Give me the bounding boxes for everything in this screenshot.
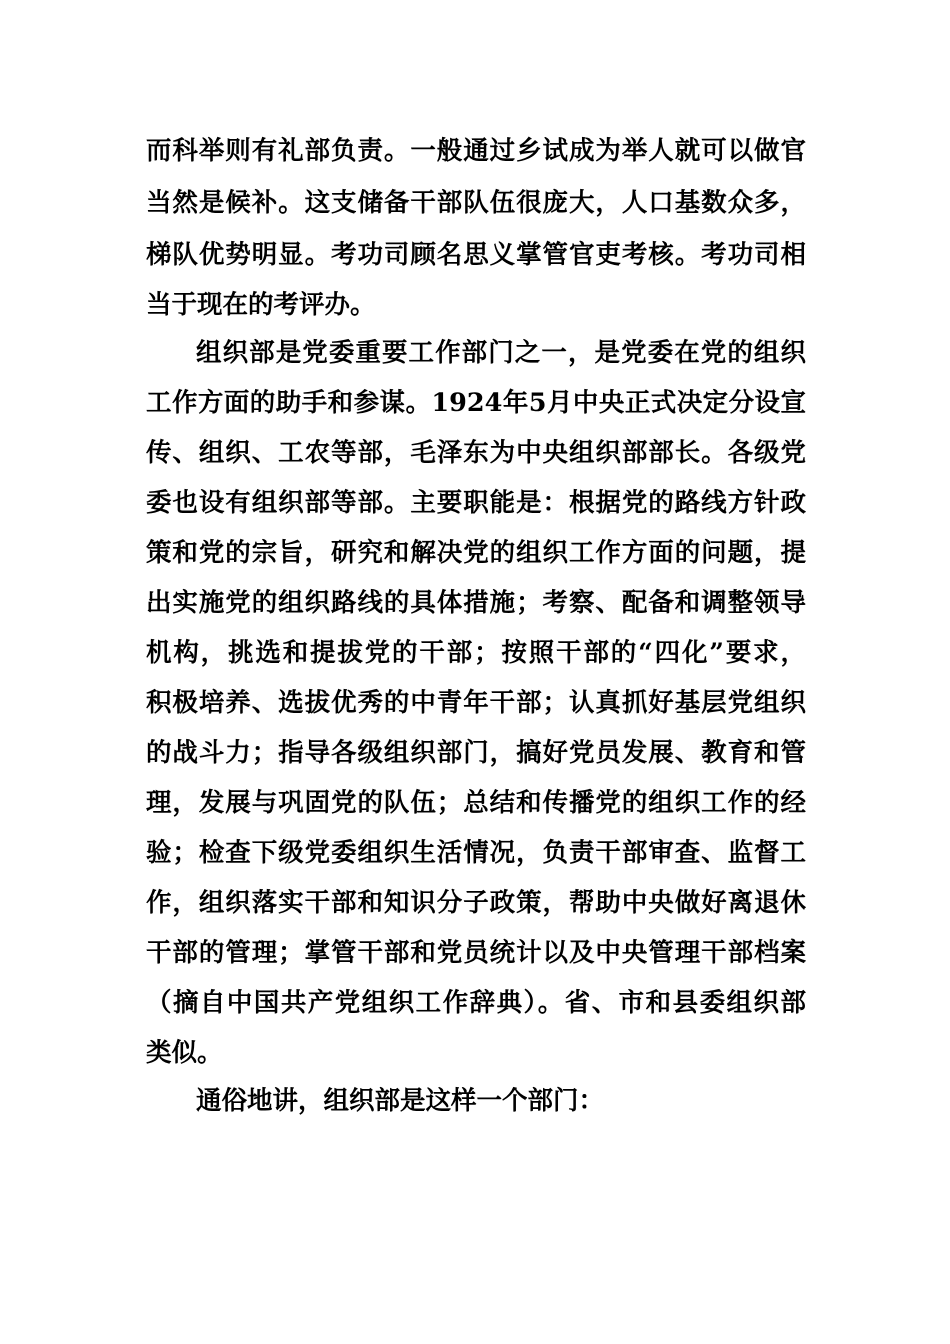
text-line: 而科举则有礼部负责。一般通过乡试成为举人就可以做官	[146, 136, 806, 166]
text-line: 当于现在的考评办。	[146, 290, 376, 320]
text-line: 理，发展与巩固党的队伍；总结和传播党的组织工作的经	[146, 788, 806, 818]
text-line: 传、组织、工农等部，毛泽东为中央组织部部长。各级党	[146, 438, 806, 468]
text-line: 类似。	[146, 1038, 223, 1068]
text-line: 策和党的宗旨，研究和解决党的组织工作方面的问题，提	[146, 538, 806, 568]
text-line: 组织部是党委重要工作部门之一，是党委在党的组织	[196, 338, 806, 368]
text-line: 出实施党的组织路线的具体措施；考察、配备和调整领导	[146, 588, 806, 618]
text-line: 梯队优势明显。考功司顾名思义掌管官吏考核。考功司相	[146, 240, 806, 270]
text-line: 机构，挑选和提拔党的干部；按照干部的“四化”要求，	[146, 638, 806, 668]
text-line: 委也设有组织部等部。主要职能是：根据党的路线方针政	[146, 488, 806, 518]
text-line: 积极培养、选拔优秀的中青年干部；认真抓好基层党组织	[146, 688, 806, 718]
text-line: （摘自中国共产党组织工作辞典）。省、市和县委组织部	[146, 988, 806, 1018]
text-line: 验；检查下级党委组织生活情况，负责干部审查、监督工	[146, 838, 806, 868]
text-line: 当然是候补。这支储备干部队伍很庞大，人口基数众多，	[146, 188, 806, 218]
text-line: 的战斗力；指导各级组织部门，搞好党员发展、教育和管	[146, 738, 806, 768]
text-line: 通俗地讲，组织部是这样一个部门：	[196, 1086, 605, 1116]
text-line: 干部的管理；掌管干部和党员统计以及中央管理干部档案	[146, 938, 806, 968]
text-line: 作，组织落实干部和知识分子政策，帮助中央做好离退休	[146, 888, 806, 918]
text-line: 工作方面的助手和参谋。1924年5月中央正式决定分设宣	[146, 388, 806, 418]
